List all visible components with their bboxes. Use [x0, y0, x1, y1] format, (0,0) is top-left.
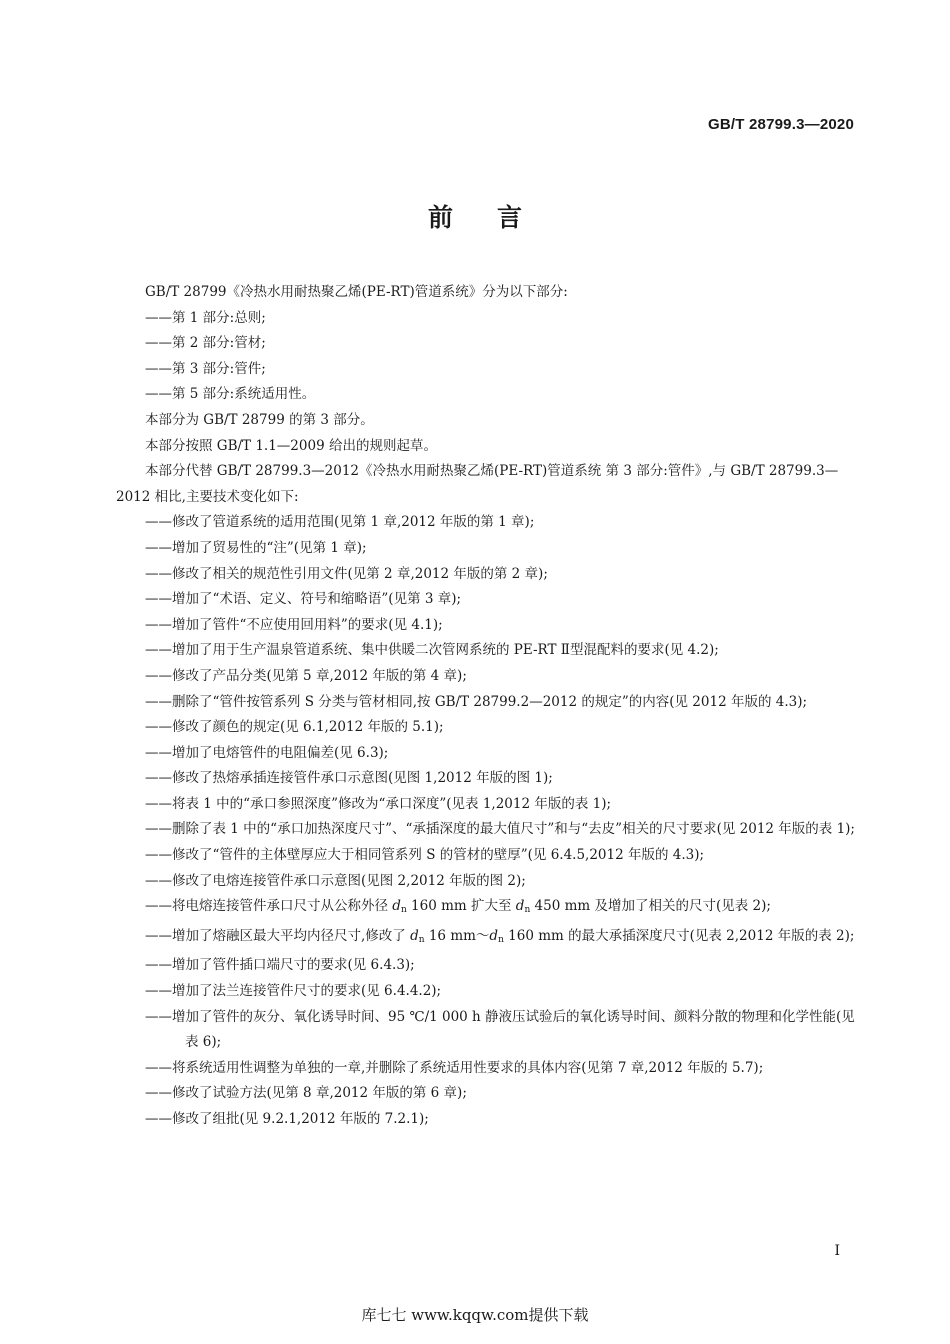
list-item: ——增加了管件“不应使用回用料”的要求(见 4.1);	[145, 616, 443, 633]
paragraph: 本部分为 GB/T 28799 的第 3 部分。	[145, 411, 374, 428]
list-item: ——删除了表 1 中的“承口加热深度尺寸”、“承插深度的最大值尺寸”和与“去皮”相关的尺寸要求(见 2012 年版的表 1);	[145, 821, 855, 838]
list-item: ——修改了组批(见 9.2.1,2012 年版的 7.2.1);	[145, 1111, 429, 1127]
list-item: ——增加了管件的灰分、氧化诱导时间、95 ℃/1 000 h 静液压试验后的氧化诱导时间、颜料分散的物理和化学性能(见表 6);	[145, 1008, 855, 1051]
page-number: I	[834, 1243, 840, 1259]
download-footer: 库七七 www.kqqw.com提供下载	[361, 1306, 589, 1324]
list-item: ——第 3 部分:管件;	[145, 360, 266, 377]
list-item: ——增加了“术语、定义、符号和缩略语”(见第 3 章);	[145, 591, 462, 608]
list-item: ——修改了颜色的规定(见 6.1,2012 年版的 5.1);	[145, 719, 444, 736]
list-item: ——增加了熔融区最大平均内径尺寸,修改了 $d_n$ 16 $mm\sim d_n$ 160 mm 的最大承插深度尺寸(见表 2,2012 年版的表 2);	[145, 927, 855, 945]
preface-body	[116, 280, 858, 1133]
list-item: ——增加了贸易性的“注”(见第 1 章);	[145, 539, 367, 556]
list-item: ——将系统适用性调整为单独的一章,并删除了系统适用性要求的具体内容(见第 7 章,2012 年版的 5.7);	[145, 1059, 764, 1076]
list-item: ——第 1 部分:总则;	[145, 309, 266, 326]
list-item: ——增加了管件插口端尺寸的要求(见 6.4.3);	[145, 957, 415, 974]
paragraph: 本部分按照 GB/T 1.1—2009 给出的规则起草。	[145, 437, 437, 454]
list-item: ——修改了相关的规范性引用文件(见第 2 章,2012 年版的第 2 章);	[145, 565, 548, 582]
list-item: ——第 5 部分:系统适用性。	[145, 386, 316, 403]
list-item: ——修改了产品分类(见第 5 章,2012 年版的第 4 章);	[145, 667, 467, 684]
list-item: ——将电熔连接管件承口尺寸从公称外径 $d_n$ 160 mm 扩大至 $d_n$ 450 mm 及增加了相关的尺寸(见表 2);	[145, 898, 771, 916]
page-title: 前言	[427, 203, 566, 232]
list-item: ——修改了管道系统的适用范围(见第 1 章,2012 年版的第 1 章);	[145, 514, 535, 531]
list-item: ——增加了电熔管件的电阻偏差(见 6.3);	[145, 744, 389, 761]
list-item: ——修改了热熔承插连接管件承口示意图(见图 1,2012 年版的图 1);	[145, 770, 553, 787]
paragraph: 本部分代替 GB/T 28799.3—2012《冷热水用耐热聚乙烯(PE-RT)管道系统 第 3 部分:管件》,与 GB/T 28799.3—2012 相比,主要技术变化如下:	[116, 463, 839, 505]
list-item: ——删除了“管件按管系列 S 分类与管材相同,按 GB/T 28799.2—2012 的规定”的内容(见 2012 年版的 4.3);	[145, 693, 808, 710]
paragraph: GB/T 28799《冷热水用耐热聚乙烯(PE-RT)管道系统》分为以下部分:	[145, 284, 568, 300]
list-item: ——修改了试验方法(见第 8 章,2012 年版的第 6 章);	[145, 1085, 467, 1102]
list-item: ——修改了电熔连接管件承口示意图(见图 2,2012 年版的图 2);	[145, 872, 526, 889]
list-item: ——修改了“管件的主体壁厚应大于相同管系列 S 的管材的壁厚”(见 6.4.5,2012 年版的 4.3);	[145, 847, 705, 864]
list-item: ——增加了用于生产温泉管道系统、集中供暖二次管网系统的 PE-RT Ⅱ型混配料的要求(见 4.2);	[145, 642, 719, 659]
list-item: ——增加了法兰连接管件尺寸的要求(见 6.4.4.2);	[145, 983, 442, 1000]
list-item: ——将表 1 中的“承口参照深度”修改为“承口深度”(见表 1,2012 年版的表 1);	[145, 795, 612, 812]
list-item: ——第 2 部分:管材;	[145, 335, 266, 352]
standard-code: GB/T 28799.3—2020	[708, 116, 854, 133]
